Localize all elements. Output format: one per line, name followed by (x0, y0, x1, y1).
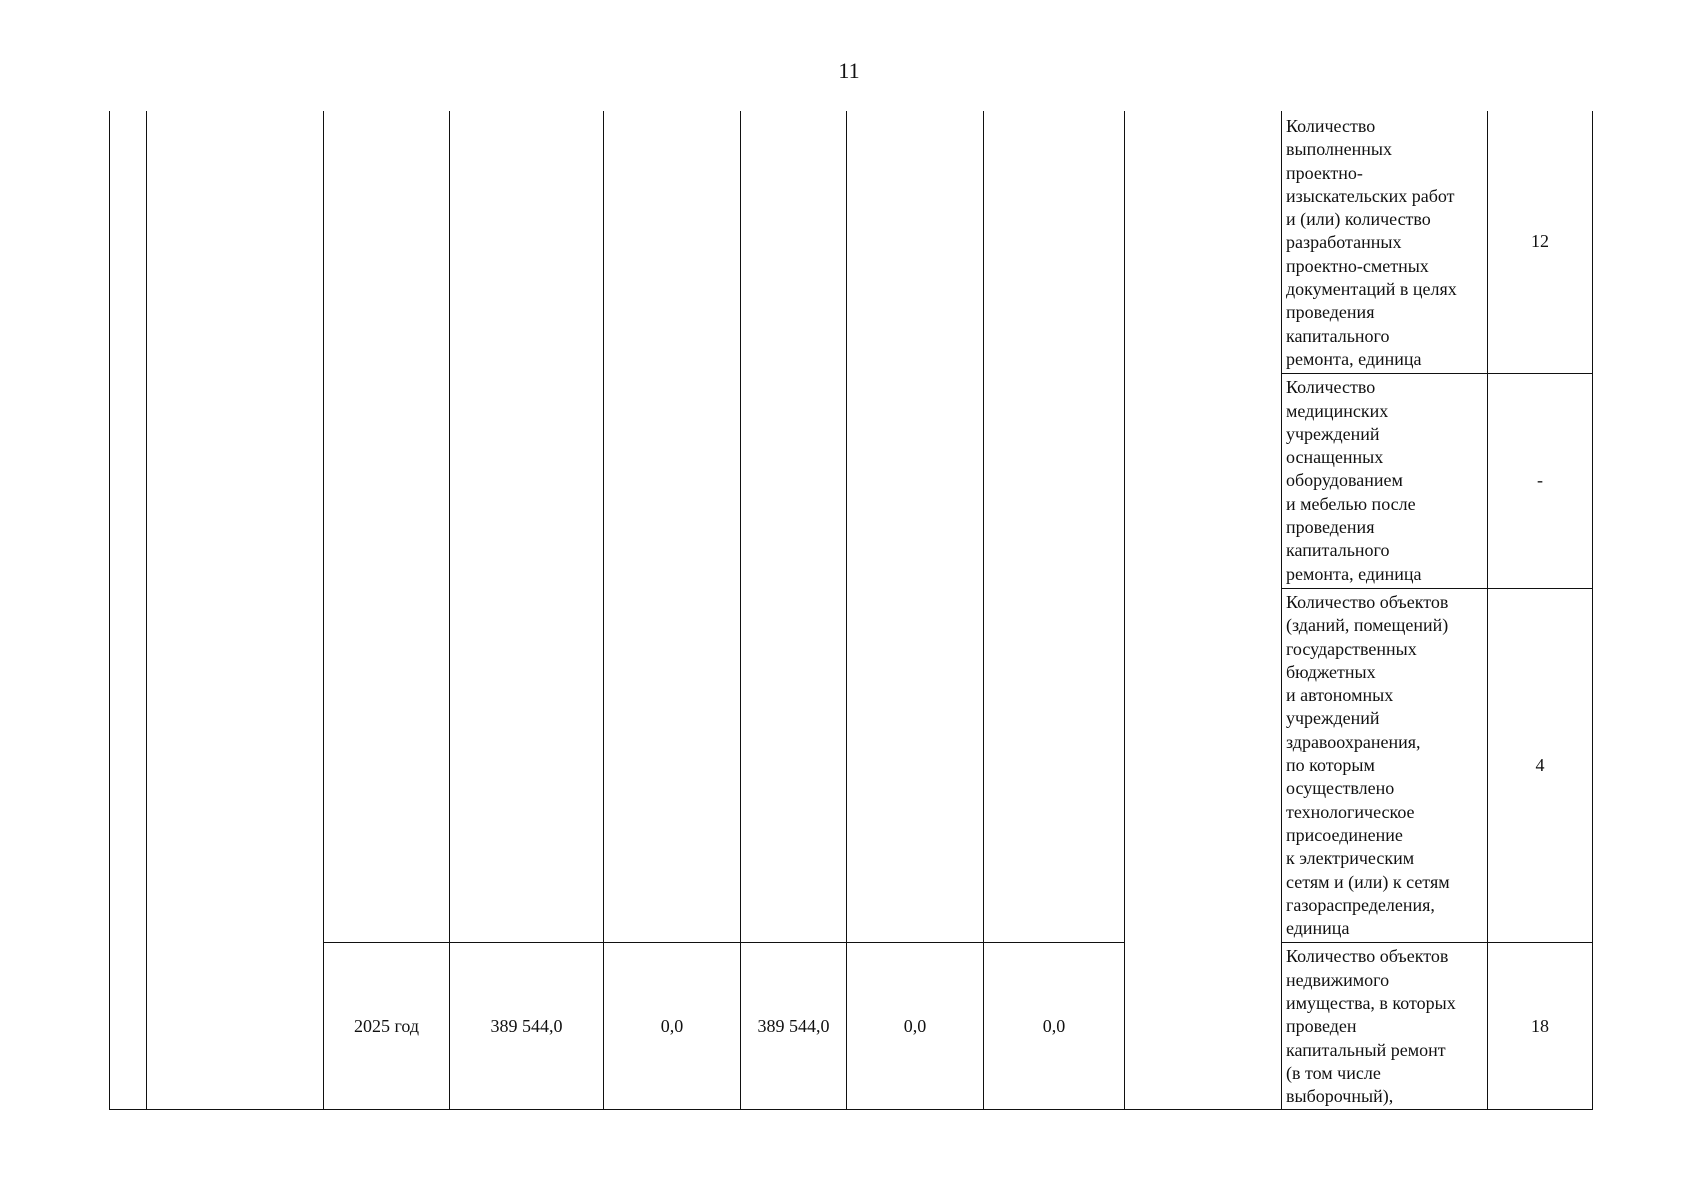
indicator-description: Количество медицинских учреждений оснащенных оборудованием и мебелью после проведения капитального ремонта, единица (1282, 374, 1488, 589)
total-value: 389 544,0 (450, 943, 604, 1110)
event-name-cell (147, 111, 324, 1110)
program-table (109, 111, 1593, 1110)
table-row (110, 111, 1593, 374)
federal-budget-cell (604, 111, 741, 943)
indicator-description: Количество объектов (зданий, помещений) государственных бюджетных и автономных учреждений здравоохранения, по которым осуществлено технологическое присоединение к электрическим сетям и (или) к сетям газораспределения, единица (1282, 588, 1488, 942)
year-cell: 2025 год (324, 943, 450, 1110)
indicator-value: 18 (1488, 943, 1593, 1110)
regional-budget-cell (741, 111, 847, 943)
table-row (110, 943, 1593, 1110)
total-cell (450, 111, 604, 943)
period-cell (324, 111, 450, 943)
indicator-value: 12 (1488, 111, 1593, 374)
indicator-value: 4 (1488, 588, 1593, 942)
page-number: 11 (838, 58, 860, 83)
other-sources-cell (984, 111, 1125, 943)
local-budget-cell (847, 111, 984, 943)
local-value: 0,0 (847, 943, 984, 1110)
indicator-description: Количество выполненных проектно- изыскательских работ и (или) количество разработанных проектно-сметных документаций в целях проведения капитального ремонта, единица (1282, 111, 1488, 374)
executor-cell (1125, 111, 1282, 1110)
regional-value: 389 544,0 (741, 943, 847, 1110)
number-cell (110, 111, 147, 1110)
indicator-description: Количество объектов недвижимого имущества, в которых проведен капитальный ремонт (в том числе выборочный), (1282, 943, 1488, 1110)
indicator-value: - (1488, 374, 1593, 589)
federal-value: 0,0 (604, 943, 741, 1110)
other-value: 0,0 (984, 943, 1125, 1110)
